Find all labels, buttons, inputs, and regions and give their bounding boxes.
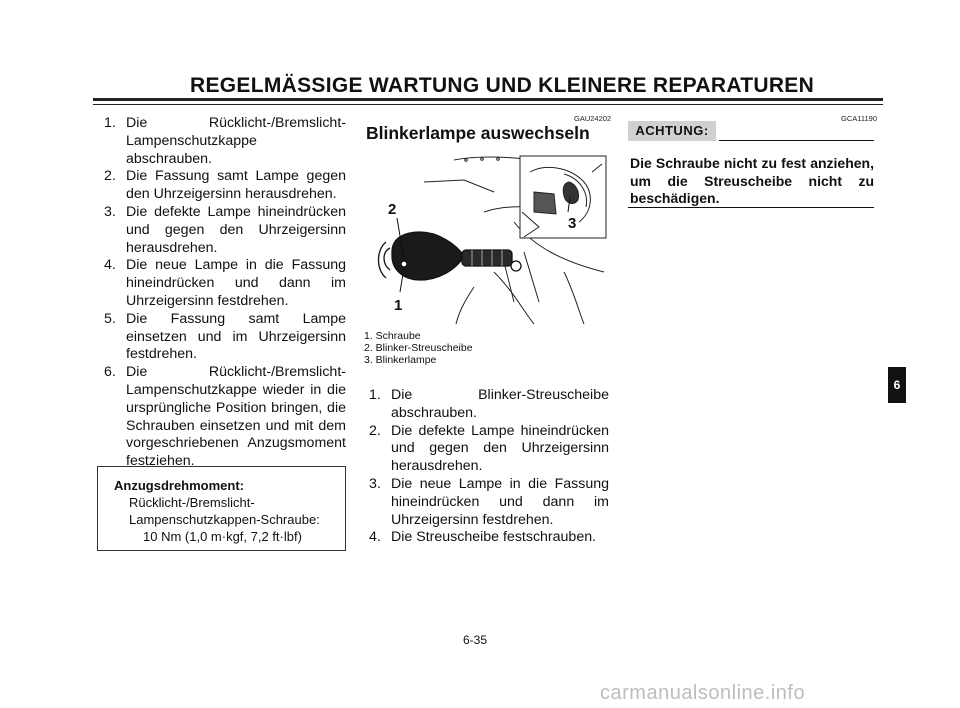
list-item bbox=[104, 204, 346, 257]
step-text: Die Blinker-Streuscheibe abschrauben. bbox=[391, 387, 609, 421]
step-text: Die Rücklicht-/Bremslicht-Lampenschutzkappe wieder in die ursprüngliche Position bringen, die Schrauben einsetzen und mit dem vorgeschriebenen Anzugsmoment festziehen. bbox=[126, 364, 346, 470]
torque-spec-box bbox=[97, 466, 346, 551]
figure-legend bbox=[364, 330, 473, 366]
step-text: Die Fassung samt Lampe gegen den Uhrzeigersinn herausdrehen. bbox=[126, 168, 346, 203]
page-number: 6-35 bbox=[463, 633, 488, 647]
section-code: GAU24202 bbox=[574, 114, 612, 123]
callout-label: 3 bbox=[568, 215, 577, 232]
step-number: 4. bbox=[104, 257, 116, 274]
list-item bbox=[369, 387, 609, 423]
chapter-tab: 6 bbox=[888, 367, 906, 403]
step-number: 2. bbox=[369, 422, 381, 439]
step-number: 3. bbox=[369, 475, 381, 492]
step-number: 5. bbox=[104, 310, 116, 327]
step-number: 1. bbox=[104, 115, 116, 131]
legend-item: 2. Blinker-Streuscheibe bbox=[364, 342, 473, 354]
callout-label: 1 bbox=[394, 297, 403, 314]
list-item bbox=[104, 257, 346, 310]
step-text: Die Fassung samt Lampe einsetzen und im Uhrzeigersinn festdrehen. bbox=[126, 310, 346, 363]
caution-bottom-rule bbox=[628, 207, 874, 208]
header-rule-thick bbox=[93, 98, 883, 101]
callout-label: 2 bbox=[388, 201, 397, 218]
torque-line: Lampenschutzkappen-Schraube: bbox=[129, 512, 320, 527]
step-text: Die neue Lampe in die Fassung hineindrücken und dann im Uhrzeigersinn festdrehen. bbox=[391, 475, 609, 528]
step-text: Die Streuscheibe festschrauben. bbox=[391, 529, 597, 546]
watermark: carmanualsonline.info bbox=[600, 682, 806, 704]
list-item bbox=[104, 168, 346, 204]
step-number: 1. bbox=[369, 387, 381, 403]
torque-value: 10 Nm (1,0 m·kgf, 7,2 ft·lbf) bbox=[143, 529, 302, 544]
torque-heading: Anzugsdrehmoment: bbox=[114, 478, 244, 493]
list-item bbox=[369, 423, 609, 476]
section-title: Blinkerlampe auswechseln bbox=[366, 123, 590, 143]
legend-item: 3. Blinkerlampe bbox=[364, 354, 437, 366]
step-number: 6. bbox=[104, 364, 116, 381]
step-number: 4. bbox=[369, 529, 381, 546]
step-number: 3. bbox=[104, 203, 116, 220]
step-text: Die neue Lampe in die Fassung hineindrücken und dann im Uhrzeigersinn festdrehen. bbox=[126, 257, 346, 309]
header-rule-thin bbox=[93, 104, 883, 105]
step-number: 2. bbox=[104, 168, 116, 185]
caution-code: GCA11190 bbox=[841, 114, 877, 123]
legend-item: 1. Schraube bbox=[364, 330, 421, 342]
step-text: Die defekte Lampe hineindrücken und gegen den Uhrzeigersinn herausdrehen. bbox=[126, 203, 346, 256]
list-item bbox=[104, 364, 346, 471]
list-item bbox=[369, 476, 609, 529]
caution-badge: ACHTUNG: bbox=[628, 121, 716, 141]
step-text: Die Rücklicht-/Bremslicht-Lampenschutzkappe abschrauben. bbox=[126, 115, 346, 167]
list-item bbox=[104, 115, 346, 168]
page-header-title: REGELMÄSSIGE WARTUNG UND KLEINERE REPARATUREN bbox=[190, 74, 815, 97]
turn-signal-steps-list bbox=[369, 387, 609, 547]
list-item bbox=[104, 311, 346, 364]
taillight-steps-list bbox=[104, 115, 346, 471]
caution-rule bbox=[719, 140, 874, 141]
turn-signal-illustration bbox=[364, 152, 610, 324]
caution-text: Die Schraube nicht zu fest anziehen, um die Streuscheibe nicht zu beschädigen. bbox=[630, 155, 874, 206]
torque-line: Rücklicht-/Bremslicht- bbox=[129, 495, 255, 510]
list-item bbox=[369, 529, 609, 547]
step-text: Die defekte Lampe hineindrücken und gegen den Uhrzeigersinn herausdrehen. bbox=[391, 422, 609, 475]
